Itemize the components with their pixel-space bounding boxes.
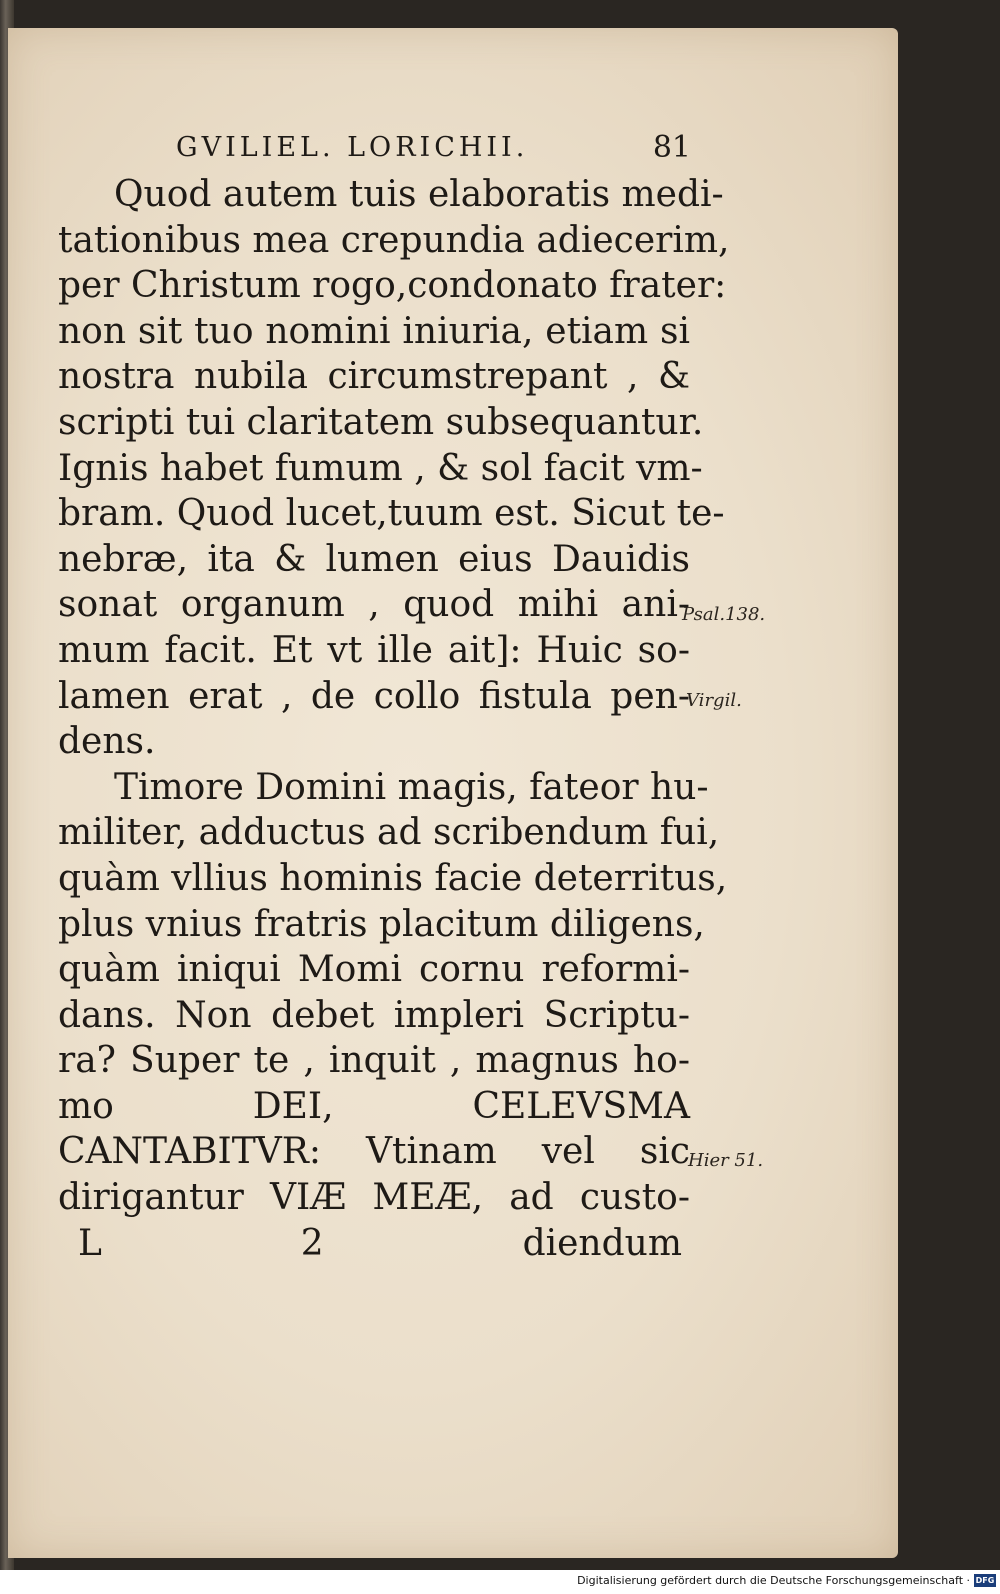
text-line: tationibus mea crepundia adiecerim, [58,219,730,261]
text-line: Quod autem tuis elaboratis medi- [114,174,724,215]
marginal-note-psalm: Psal.138. [682,604,766,625]
signature-mark: L 2 [78,1222,324,1264]
marginal-note-virgil: Virgil. [686,690,742,711]
marginal-note-hieremias: Hier 51. [688,1150,764,1171]
text-line: dans. Non debet impleri Scriptu- [58,994,690,1036]
running-title: GVILIEL. LORICHII. [176,132,529,163]
text-line: dirigantur VIÆ MEÆ, ad custo- [58,1177,690,1219]
text-line: nostra nubila circumstrepant , & [58,356,690,398]
page-header [176,132,691,172]
footer-bar [0,1570,1000,1594]
text-line: lamen erat , de collo fistula pen- [58,675,690,717]
text-line: militer, adductus ad scribendum fui, [58,812,720,854]
signature-line [58,1221,690,1267]
catchword: diendum [522,1222,682,1264]
text-line: mum facit. Et vt ille ait]: Huic so- [58,629,690,671]
text-line: Ignis habet fumum , & sol facit vm- [58,447,703,489]
funding-credit: Digitalisierung gefördert durch die Deutsche Forschungsgemeinschaft · [577,1574,970,1587]
page-number: 81 [652,130,691,165]
text-line: ra? Super te , inquit , magnus ho- [58,1040,690,1082]
text-line: sonat organum , quod mihi ani- [58,584,690,626]
text-line: nebræ, ita & lumen eius Dauidis [58,538,690,580]
text-line: non sit tuo nomini iniuria, etiam si [58,310,690,352]
text-line: mo DEI, CELEVSMA [58,1085,690,1127]
text-line: bram. Quod lucet,tuum est. Sicut te- [58,493,725,535]
text-line: per Christum rogo,condonato frater: [58,265,727,307]
text-line: Timore Domini magis, fateor hu- [114,766,709,808]
text-line: scripti tui claritatem subsequantur. [58,401,704,443]
text-line: plus vnius fratris placitum diligens, [58,903,705,945]
text-line: dens. [58,721,156,763]
dfg-logo-icon: DFG [975,1576,995,1585]
text-line: CANTABITVR: Vtinam vel sic [58,1131,690,1173]
text-line: quàm iniqui Momi cornu reformi- [58,949,690,991]
text-line: quàm vllius hominis facie deterritus, [58,857,728,899]
